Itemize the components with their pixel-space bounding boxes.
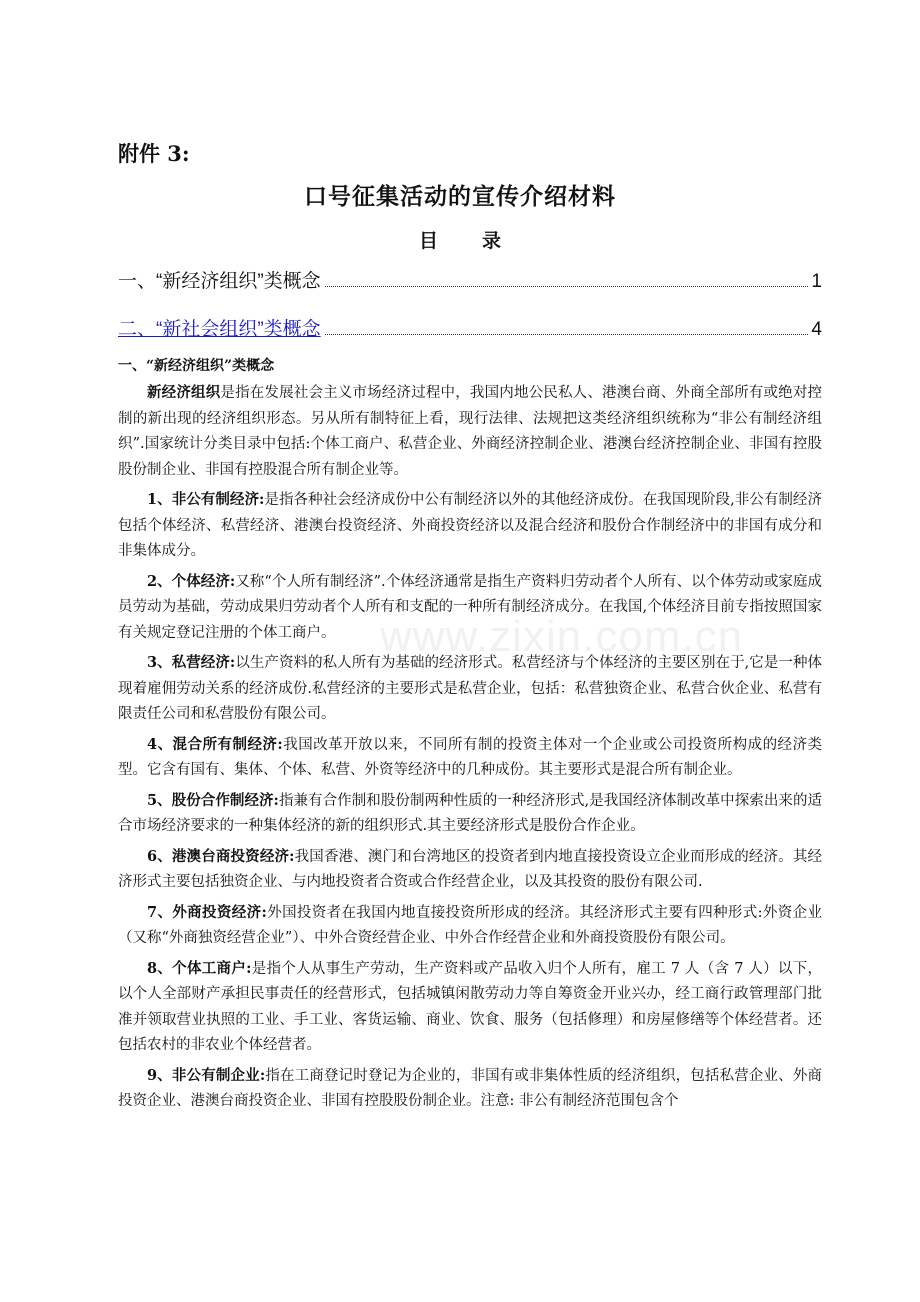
paragraph <box>118 1063 822 1115</box>
toc-entry-page: 1 <box>811 271 822 292</box>
paragraph-term: 新经济组织 <box>147 384 221 401</box>
paragraph-term: 6、港澳台商投资经济: <box>147 847 295 865</box>
paragraph-text: 是指个人从事生产劳动，生产资料或产品收入归个人所有，雇工 7 人（含 7 人）以下，以个人全部财产承担民事责任的经营形式，包括城镇闲散劳动力等自筹资金开业兴办，经工商行政管理部门批准并领取营业执照的工业、手工业、客货运输、商业、饮食、服务（包括修理）和房屋修缮等个体经营者。还包括农村的非农业个体经营者。 <box>118 960 822 1053</box>
paragraph-text: 是指各种社会经济成份中公有制经济以外的其他经济成份。在我国现阶段,非公有制经济包括个体经济、私营经济、港澳台投资经济、外商投资经济以及混合经济和股份合作制经济中的非国有成分和非集体成分。 <box>118 492 822 559</box>
toc-entry-link[interactable]: 二、“新社会组织”类概念 <box>118 319 321 340</box>
paragraph <box>118 650 822 728</box>
paragraph-term: 3、私营经济: <box>147 654 236 671</box>
paragraph <box>118 956 822 1059</box>
paragraph-text: 是指在发展社会主义市场经济过程中，我国内地公民私人、港澳台商、外商全部所有或绝对控制的新出现的经济组织形态。另从所有制特征上看，现行法律、法规把这类经济组织统称为“非公有制经济组织”.国家统计分类目录中包括:个体工商户、私营企业、外商经济控制企业、港澳台经济控制企业、非国有控股股份制企业、非国有控股混合所有制企业等。 <box>118 385 822 478</box>
section-heading: 一、“新经济组织”类概念 <box>118 358 275 374</box>
toc-leader-dots <box>325 286 809 287</box>
paragraph-text: 指兼有合作制和股份制两种性质的一种经济形式,是我国经济体制改革中探索出来的适合市场经济要求的一种集体经济的新的组织形式.其主要经济形式是股份合作企业。 <box>118 792 822 834</box>
paragraph-text: 外国投资者在我国内地直接投资所形成的经济。其经济形式主要有四种形式:外资企业（又称“外商独资经营企业”）、中外合资经营企业、中外合作经营企业和外商投资股份有限公司。 <box>118 904 822 946</box>
paragraph-text: 我国香港、澳门和台湾地区的投资者到内地直接投资设立企业而形成的经济。其经济形式主要包括独资企业、与内地投资者合资或合作经营企业，以及其投资的股份有限公司. <box>118 848 822 890</box>
paragraph <box>118 569 822 647</box>
paragraph-text: 指在工商登记时登记为企业的，非国有或非集体性质的经济组织，包括私营企业、外商投资企业、港澳台商投资企业、非国有控股股份制企业。注意: 非公有制经济范围包含个 <box>118 1067 822 1109</box>
paragraph-text: 又称“个人所有制经济”.个体经济通常是指生产资料归劳动者个人所有、以个体劳动或家庭成员劳动为基础，劳动成果归劳动者个人所有和支配的一种所有制经济成分。在我国,个体经济目前专指按照国家有关规定登记注册的个体工商户。 <box>118 573 822 641</box>
paragraph-term: 7、外商投资经济: <box>147 903 267 921</box>
paragraph-term: 9、非公有制企业: <box>147 1066 266 1084</box>
paragraph-term: 8、个体工商户: <box>147 959 252 977</box>
paragraph <box>118 487 822 565</box>
paragraph <box>118 732 822 784</box>
paragraph-text: 以生产资料的私人所有为基础的经济形式。私营经济与个体经济的主要区别在于,它是一种体现着雇佣劳动关系的经济成份.私营经济的主要形式是私营企业，包括：私营独资企业、私营合伙企业、私营有限责任公司和私营股份有限公司。 <box>118 655 822 722</box>
paragraph-term: 5、股份合作制经济: <box>147 791 279 809</box>
paragraph-text: 我国改革开放以来，不同所有制的投资主体对一个企业或公司投资所构成的经济类型。它含有国有、集体、个体、私营、外资等经济中的几种成份。其主要形式是混合所有制企业。 <box>118 736 822 778</box>
paragraph-term: 1、非公有制经济: <box>147 491 265 508</box>
toc-entry-1[interactable] <box>118 266 822 293</box>
paragraph <box>118 788 822 840</box>
paragraph <box>118 380 822 483</box>
paragraph-term: 4、混合所有制经济: <box>147 735 283 753</box>
toc-heading: 目录 <box>418 230 545 252</box>
toc-entry-page: 4 <box>811 319 822 340</box>
watermark: www.zixin.com.cn <box>380 612 744 661</box>
toc-entry-label: 一、“新经济组织”类概念 <box>118 271 321 292</box>
paragraph-term: 2、个体经济: <box>147 572 236 590</box>
paragraph <box>118 844 822 896</box>
paragraph <box>118 900 822 952</box>
toc-entry-2[interactable] <box>118 314 822 341</box>
attachment-label: 附件 3: <box>118 141 190 166</box>
document-body <box>118 380 822 1119</box>
toc-leader-dots <box>325 334 809 335</box>
document-title: 口号征集活动的宣传介绍材料 <box>304 183 616 210</box>
